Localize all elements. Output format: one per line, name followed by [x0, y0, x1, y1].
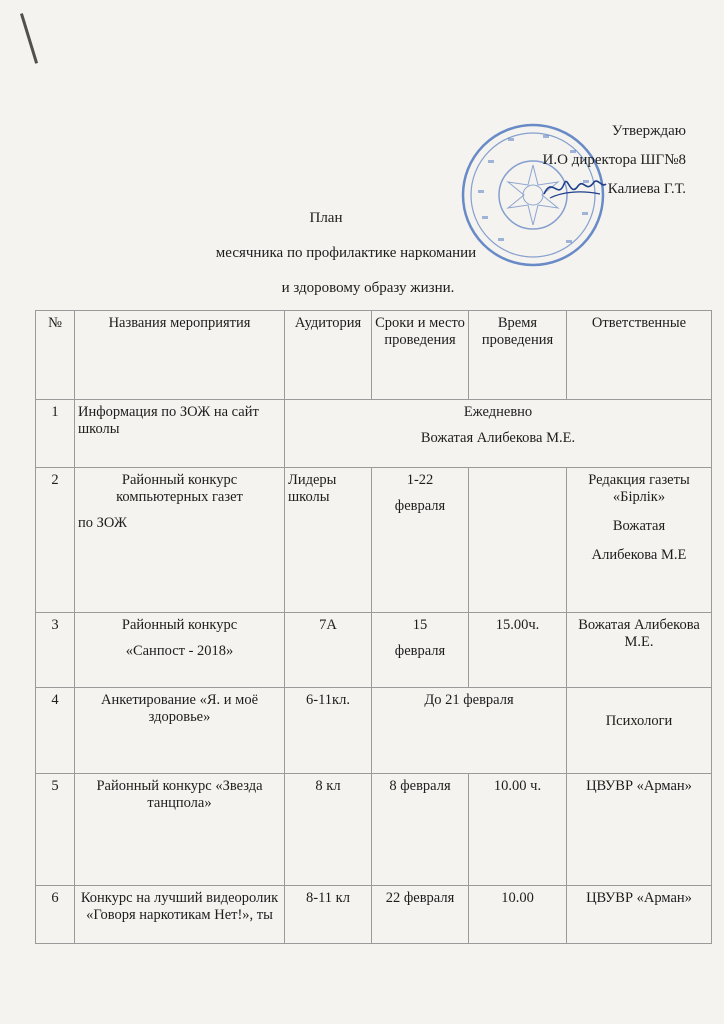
row-name: Районный конкурс «Звезда танцпола»: [75, 774, 285, 886]
row-name: Информация по ЗОЖ на сайт школы: [75, 400, 285, 468]
row-place-line2: февраля: [394, 643, 446, 659]
header-audience: Аудитория: [285, 311, 372, 400]
row-responsible: ЦВУВР «Арман»: [567, 774, 712, 886]
row-responsible: ЦВУВР «Арман»: [567, 886, 712, 944]
row-resp-line3: Алибекова М.Е: [591, 547, 687, 563]
row-responsible: [567, 688, 712, 774]
row-time: [469, 468, 567, 613]
row-time: 10.00: [469, 886, 567, 944]
table-row: [36, 774, 712, 886]
row-audience: Лидеры школы: [285, 468, 372, 613]
table-row: [36, 613, 712, 688]
row-name-line1: Районный конкурс: [121, 617, 238, 633]
approval-name: Калиева Г.Т.: [607, 181, 686, 197]
header-name: Названия мероприятия: [75, 311, 285, 400]
table-row: [36, 688, 712, 774]
document-title: План: [309, 210, 343, 226]
table-row: [36, 400, 712, 468]
header-num: №: [36, 311, 75, 400]
row-name: Конкурс на лучший видеоролик «Говоря наркотикам Нет!», ты: [75, 886, 285, 944]
document-subtitle-line2: и здоровому образу жизни.: [281, 280, 455, 296]
row-period: До 21 февраля: [372, 688, 567, 774]
approval-block: [543, 117, 686, 204]
row-audience: 6-11кл.: [285, 688, 372, 774]
row-audience: 8 кл: [285, 774, 372, 886]
row-merged-cell: [285, 400, 712, 468]
approval-title: Утверждаю: [611, 123, 686, 139]
row-time: 15.00ч.: [469, 613, 567, 688]
table-header-row: [36, 311, 712, 400]
row-place: [372, 613, 469, 688]
row-place-line2: февраля: [394, 498, 446, 514]
row-num: 4: [36, 688, 75, 774]
row-audience: 8-11 кл: [285, 886, 372, 944]
row-place: 22 февраля: [372, 886, 469, 944]
row-name-line2: по ЗОЖ: [78, 515, 128, 531]
row-responsible: [567, 468, 712, 613]
row-name-line1: Районный конкурс компьютерных газет: [116, 472, 243, 505]
table-row: [36, 886, 712, 944]
header-place: Сроки и место проведения: [372, 311, 469, 400]
header-time: Время проведения: [469, 311, 567, 400]
row-place: 8 февраля: [372, 774, 469, 886]
row-responsible: Вожатая Алибекова М.Е.: [420, 430, 576, 446]
approval-position: И.О директора ШГ№8: [542, 152, 686, 168]
row-resp-line2: Вожатая: [612, 518, 666, 534]
row-resp-line1: Редакция газеты «Бірлік»: [588, 472, 690, 505]
row-responsible: Вожатая Алибекова М.Е.: [567, 613, 712, 688]
row-num: 5: [36, 774, 75, 886]
row-place: [372, 468, 469, 613]
table-row: [36, 468, 712, 613]
row-name: [75, 613, 285, 688]
row-time: 10.00 ч.: [469, 774, 567, 886]
document-subtitle-line1: месячника по профилактике наркомании: [215, 245, 477, 261]
row-name-line2: «Санпост - 2018»: [125, 643, 234, 659]
row-num: 1: [36, 400, 75, 468]
scan-mark: [20, 13, 38, 64]
row-name: Анкетирование «Я. и моё здоровье»: [75, 688, 285, 774]
row-place-line1: 15: [412, 617, 428, 633]
row-num: 2: [36, 468, 75, 613]
plan-table: [35, 310, 712, 944]
row-resp-text: Психологи: [605, 713, 673, 729]
row-schedule: Ежедневно: [463, 404, 533, 420]
row-audience: 7А: [285, 613, 372, 688]
row-place-line1: 1-22: [406, 472, 434, 488]
row-num: 3: [36, 613, 75, 688]
row-name: [75, 468, 285, 613]
row-num: 6: [36, 886, 75, 944]
header-responsible: Ответственные: [567, 311, 712, 400]
